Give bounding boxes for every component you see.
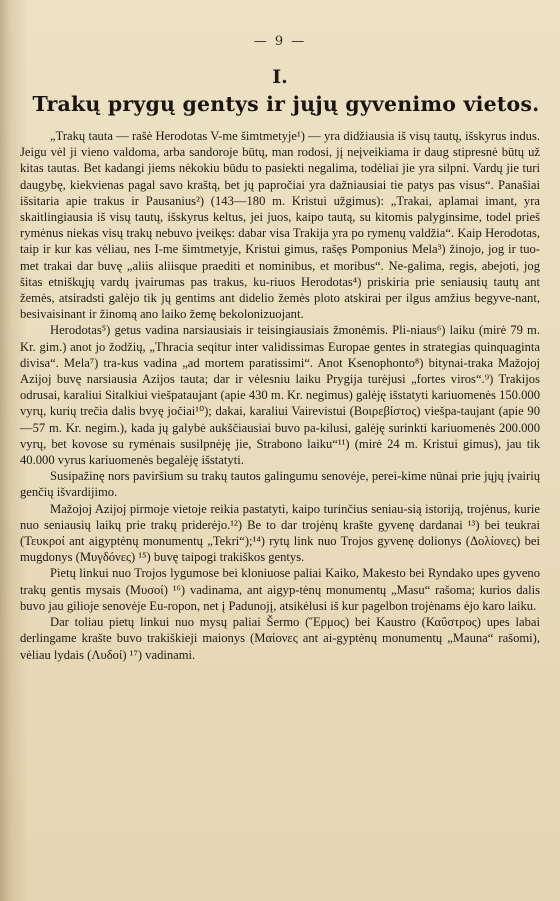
paragraph-3: Susipažinę nors paviršium su trakų tautos galingumu senovėje, perei-kime nūnai prie jųjų įvairių genčių išvardijimo. [20,469,540,500]
chapter-number: I. [272,66,288,88]
paragraph-5: Pietų linkui nuo Trojos lygumose bei kloniuose paliai Kaiko, Makesto bei Ryndako upes gyveno trakų gentis mysais (Μυσοί) ¹⁶) vadinama, ant aigyp-tėnų monumentų „Masu“ rašoma; kurios dalis buvo jau gilioje senovėje Eu-ropon, net į Padunojį, atsikėlusi iš kur pagelbon trojėnams ėjo karo laiku. [20,566,540,613]
paragraph-4: Mažojoj Azijoj pirmoje vietoje reikia pastatyti, kaipo turinčius seniau-sią istoriją, trojėnus, kurie nuo seniausių laikų prie trakų priderėjo.¹²) Be to dar trojėnų krašte gyvenę dardanai ¹³) bei teukrai (Τευκροί ant aigyptėnų monumentų „Tekri“);¹⁴) rytų link nuo Trojos gyvenę dolionys (Δολίονες) bei mugdonys (Μυγδόνες) ¹⁵) buvę taipogi trakiškos gentys. [20,501,540,565]
paragraph-2: Herodotas⁵) getus vadina narsiausiais ir teisingiausiais žmonėmis. Pli-niaus⁶) laiku (mirė 79 m. Kr. gim.) anot jo žodžių, „Thracia seqitur inter validissimas Europae gentes in strategias quinquaginta divisa“. Mela⁷) tra-kus vadina „ad mortem paratissimi“. Anot Ksenophonto⁸) bitynai-traka Mažojoj Azijoj buvę narsiausia Azijos tauta; dar ir vėlesniu laiku Prygija turėjusi „fortes viros“.⁹) Trakijos odrusai, karaliui Sitalkiui viešpataujant (apie 430 m. Kr. negimus) galėję išstatyti kariuomenės 150.000 vyrų, kurių trečia dalis bvyę jočiai¹⁰); dakai, karaliui Vairevistui (Βοιρεβίστος) viešpa-taujant (apie 90—57 m. Kr. negim.), kada jų galybė aukščiausiai buvo pa-kilusi, galėję surinkti kariuomenės 200.000 vyrų, bet kovose su rymėnais susilpnėję jie, Strabono laiku“¹¹) (mirė 24 m. Kristui gimus), jau tik 40.000 vyrus kariuomenės begalėję išstatyti. [20,323,540,468]
paragraph-6: Dar toliau pietų linkui nuo mysų paliai Šermo (Ἕρμος) bei Kaustro (Καΰστρος) upes labai derlingame krašte buvo trakiškieji maionys (Μαίονες ant ai-gyptėnų monumentų „Mauna“ rašomi), vėliau lydais (Λυδοί) ¹⁷) vadinami. [20,615,540,662]
body-text [20,128,540,663]
paragraph-1: „Trakų tauta — rašė Herodotas V-me šimtmetyje¹) — yra didžiausia iš visų tautų, išskyrus indus. Jeigu vėl ji vieno valdoma, arba sandoroje būtų, man rodosi, jį neįveikiama ir daug stipresnė būtų už kitas tautas. Bet kadangi jiems nėkokiu būdu to pasiekti negalima, todėliai jie yra silpni. Vardų jie turi daugybę, kiekvienas pagal savo kraštą, bet jų papročiai yra dažniausiai tie patys pas visus“. Panašiai išsitaria apie trakus ir Pausanius²) (143—180 m. Kristui užgimus): „Trakai, aplamai imant, yra skaitlingiausia iš visų tautų, išskyrus keltus, jei juos, kaipo tautą, su kitomis palyginsime, todel prieš rymėnus niekas visų trakų nebuvo įveikęs: dabar visa Trakija yra po rymenų valdžia“. Kaip Herodotas, taip ir kur kas vėliau, nes I-me šimtmetyje, Kristui gimus, rašęs Pomponius Mela³) žinojo, jog ir tuo-met trakai dar buvę „aliis aliisque praediti et nominibus, et moribus“. Ne-galima, regis, abejoti, jog šitas etniškųjų vardų įvairumas pas trakus, ku-riuos Herodotas⁴) priskiria prie seniausių tautų ant žemės, atsiradsti galėjo tik jų gentims ant didelio žemės ploto atskirai per ilgus amžius begyve-nant, besivaisinant ir žinomą ano laiko žemę bekolonizuojant. [20,129,540,322]
page-number: — 9 — [253,34,307,49]
chapter-title: Trakų prygų gentys ir jųjų gyvenimo vietos. [32,92,540,116]
